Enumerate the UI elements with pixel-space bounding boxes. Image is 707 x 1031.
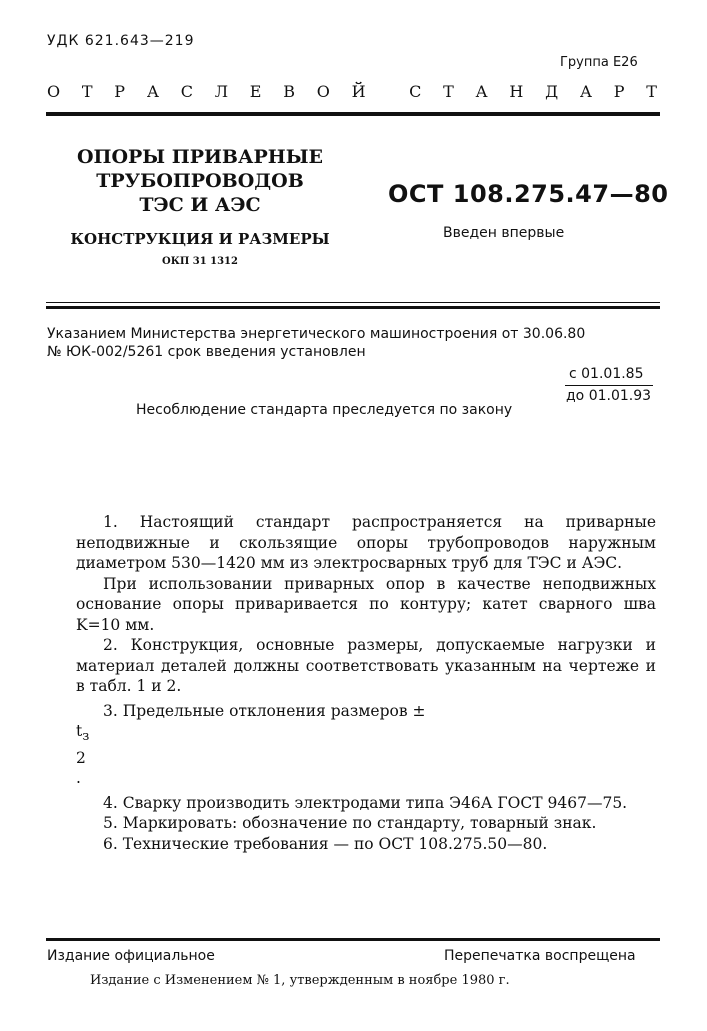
heading-letter: Т [443,82,454,101]
heading-letter: С [409,82,422,101]
heading-letter: Й [351,82,366,101]
fraction-denominator: 2 [76,748,86,767]
clause-4: 4. Сварку производить электродами типа Э46А ГОСТ 9467—75. [103,793,628,812]
heading-letter: В [283,82,295,101]
introduction-note: Введен впервые [443,225,565,241]
clause-1: 1. Настоящий стандарт распространяется на приварные неподвижные и скользящие опоры трубопроводов наружным диаметром 530—1420 мм из электросварных труб для ТЭС и АЭС. [76,513,656,572]
header-rule [46,112,660,116]
amendment-note: Издание с Изменением № 1, утвержденным в ноябре 1980 г. [90,973,510,988]
effective-date-from: с 01.01.85 [569,366,644,382]
law-notice: Несоблюдение стандарта преследуется по закону [136,402,513,418]
decree-line-1: Указанием Министерства энергетического машиностроения от 30.06.80 [47,326,586,342]
title-line-2: ТРУБОПРОВОДОВ [96,170,304,192]
reprint-prohibited: Перепечатка воспрещена [444,948,636,964]
udc-code: УДК 621.643—219 [47,33,195,49]
heading-letter: А [146,82,159,101]
clause-3-text: 3. Предельные отклонения размеров ± [103,701,426,720]
standard-body [76,512,656,854]
title-line-1: ОПОРЫ ПРИВАРНЫЕ [76,146,324,168]
okp-code: ОКП 31 1312 [162,256,238,267]
decree-line-2: № ЮК-002/5261 срок введения установлен [47,344,366,360]
clause-3-end: . [76,769,81,788]
heading-letter: О [47,82,61,101]
heading-letter: А [475,82,488,101]
date-divider [565,385,653,386]
clause-5: 5. Маркировать: обозначение по стандарту, товарный знак. [103,814,597,833]
clause-3 [76,701,656,722]
footer-rule [46,938,660,941]
document-subtitle: КОНСТРУКЦИЯ И РАЗМЕРЫ [70,230,330,248]
heading-letter: С [180,82,193,101]
decree-text [47,325,585,361]
heading-letter: Л [214,82,229,101]
heading-letter: Р [613,82,625,101]
heading-letter: Н [509,82,524,101]
clause-2: 2. Конструкция, основные размеры, допускаемые нагрузки и материал деталей должны соответствовать указанным на чертеже и в табл. 1 и 2. [76,636,656,695]
standard-designation: ОСТ 108.275.47—80 [388,180,669,208]
heading-letter: Т [81,82,93,101]
industry-standard-heading [47,82,657,101]
heading-letter: Д [545,82,559,101]
title-rule-bottom [46,306,660,309]
fraction-subscript: з [82,729,90,745]
official-edition: Издание официальное [47,948,215,964]
fraction-numerator: t [76,722,83,740]
heading-letter: А [579,82,592,101]
heading-letter: Р [114,82,126,101]
clause-1-note: При использовании приварных опор в качестве неподвижных основание опоры приваривается по контуру; катет сварного шва K=10 мм. [76,574,656,634]
heading-letter: Е [249,82,262,101]
title-rule-top [46,302,660,303]
heading-letter: Т [646,82,657,101]
effective-date-to: до 01.01.93 [566,388,652,404]
document-title [60,145,340,217]
heading-letter: О [316,82,330,101]
group-code: Группа Е26 [560,55,638,70]
clause-6: 6. Технические требования — по ОСТ 108.275.50—80. [103,834,548,853]
title-line-3: ТЭС И АЭС [139,194,261,216]
